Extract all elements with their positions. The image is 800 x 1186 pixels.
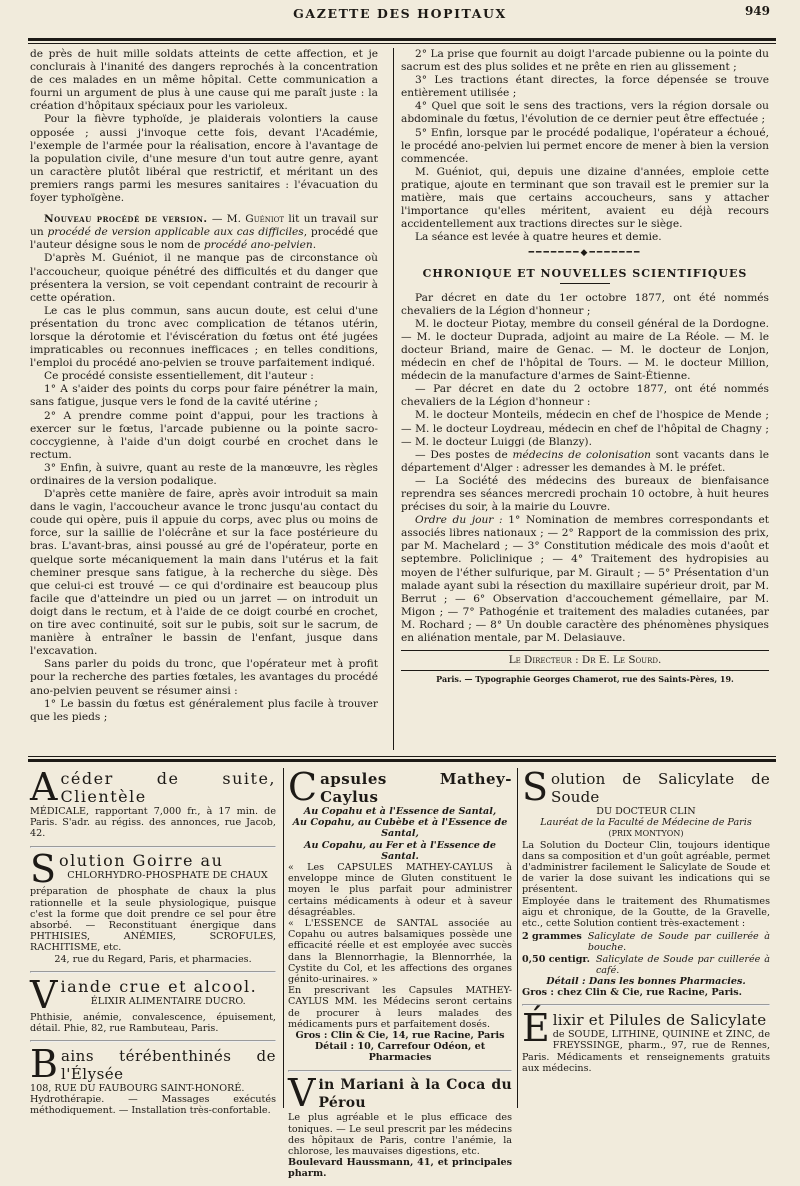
drop-cap: S xyxy=(522,765,549,809)
section-heading: Nouveau procédé de version. xyxy=(44,213,208,226)
left-column xyxy=(30,48,378,724)
paragraph: Ce procédé consiste essentiellement, dit l'auteur : xyxy=(44,370,314,383)
paragraph: M. Guéniot, qui, depuis une dizaine d'années, emploie cette pratique, ajoute en terminant que son travail est le premier sur la matière, mais que certains accoucheurs, sans y attacher l'importance qu'elles méritent, avaient eu déjà recours accidentellement aux tractions directes sur le siège. xyxy=(401,165,769,231)
list-item: 2° A prendre comme point d'appui, pour les tractions à exercer sur le fœtus, l'arcade pubienne ou la pointe sacro-coccygienne, à l'aide d'un doigt courbé en crochet dans le rectum. xyxy=(30,409,378,461)
column-divider xyxy=(393,48,394,750)
drop-cap: B xyxy=(30,1041,58,1086)
ad-clientele xyxy=(30,765,276,840)
paragraph: Le cas le plus commun, sans aucun doute, est celui d'une présentation du tronc avec complication de tétanos utérin, lorsque la dérotomie et l'éviscération du fœtus ont été jugées impraticables ou reconnues inefficaces ; en telles conditions, l'emploi du procédé ano-pelvien se trouve parfaitement indiqué. xyxy=(30,304,378,370)
director-rule xyxy=(401,650,769,651)
ad-body: Le plus agréable et le plus efficace des toniques. — Le seul prescrit par les médecins des hôpitaux de Paris, contre l'anémie, la chlorose, les mauvaises digestions, etc. xyxy=(288,1112,512,1158)
ad-title: olution Goirre au xyxy=(59,851,224,871)
ad-variant: Au Copahu, au Cubèbe et à l'Essence de Santal, xyxy=(292,817,508,840)
ad-divider xyxy=(30,971,276,973)
ad-divider xyxy=(522,1004,770,1006)
list-item: 3° Enfin, à suivre, quant au reste de la manœuvre, les règles ordinaires de la version podalique. xyxy=(30,461,378,487)
director-line: Le Directeur : Dr E. Le Sourd. xyxy=(508,654,662,667)
drop-cap: V xyxy=(30,972,58,1017)
ad-body: Phthisie, anémie, convalescence, épuisement, détail. Phie, 82, rue Rambuteau, Paris. xyxy=(30,1011,276,1034)
chronique-title: CHRONIQUE ET NOUVELLES SCIENTIFIQUES xyxy=(422,266,748,280)
ad-subtitle: 108, RUE DU FAUBOURG SAINT-HONORÉ. xyxy=(30,1082,245,1094)
ads-rule xyxy=(28,759,776,762)
author-name: M. Guéniot xyxy=(226,213,285,226)
title-underline xyxy=(560,283,610,284)
ad-subtitle: CHLORHYDRO-PHOSPHATE DE CHAUX xyxy=(67,870,268,882)
ad-capsules-mathey xyxy=(288,765,512,1064)
ad-salicylate-clin xyxy=(522,765,770,999)
printer-rule xyxy=(401,670,769,671)
paragraph: Sans parler du poids du tronc, que l'opérateur met à profit pour la recherche des parties fœtales, les avantages du procédé ano-pelvien peuvent se résumer ainsi : xyxy=(30,658,378,697)
list-item: 1° A s'aider des points du corps pour faire pénétrer la main, sans fatigue, jusque vers le fond de la cavité utérine ; xyxy=(30,383,378,409)
paragraph: de près de huit mille soldats atteints de cette affection, et je conclurais à l'inanité des dangers reprochés à la concentration de ces malades en un même hôpital. Cette communication a fourni un argument de plus à une cause qui me paraît juste : la création d'hôpitaux spéciaux pour les varioleux. xyxy=(30,48,378,113)
drop-cap: C xyxy=(288,765,318,809)
ad-gros: Gros : chez Clin & Cie, rue Racine, Paris. xyxy=(522,987,743,999)
dose-line: 0,50 centigr. Salicylate de Soude par cuillerée à café. xyxy=(522,953,770,976)
ad-subtitle: ÉLIXIR ALIMENTAIRE DUCRO. xyxy=(90,995,246,1007)
ad-title: ains térébenthinés de l'Élysée xyxy=(60,1046,276,1083)
drop-cap: S xyxy=(30,847,57,892)
ad-body: préparation de phosphate de chaux la plus rationnelle et la seule physiologique, puisque c'est la forme que doit prendre ce sel pour être absorbé. — Reconstituant énergique dans PHTHISIES, ANÉMIES, SCROFULES, RACHITISME, etc. xyxy=(30,886,276,954)
ad-bains-elysee xyxy=(30,1041,276,1117)
ad-body: En prescrivant les Capsules MATHEY-CAYLUS MM. les Médecins seront certains de procurer à leurs malades des médicaments purs et parfaitement dosés. xyxy=(288,985,512,1030)
list-item: 1° Le bassin du fœtus est généralement plus facile à trouver que les pieds ; xyxy=(30,697,378,723)
ad-divider xyxy=(30,1040,276,1042)
ad-variant: Au Copahu et à l'Essence de Santal, xyxy=(303,806,497,817)
ad-body: de SOUDE, LITHINE, QUININE et ZINC, de FREYSSINGE, pharm., 97, rue de Rennes, Paris. Médicaments et renseignements gratuits aux médecins. xyxy=(522,1029,770,1074)
ad-gros: Gros : Clin & Cie, 14, rue Racine, Paris xyxy=(295,1030,505,1042)
ad-viande-crue xyxy=(30,972,276,1034)
ad-detail: Détail : 10, Carrefour Odéon, et Pharmacies xyxy=(314,1041,486,1064)
ad-body: « L'ESSENCE de SANTAL associée au Copahu ou autres balsamiques possède une efficacité réelle et est employée avec succès dans la Blennorrhagie, la Blennorrhée, la Cystite du Col, et les affections des organes génito-urinaires. » xyxy=(288,918,512,986)
ad-title: iande crue et alcool. xyxy=(60,976,258,996)
dose-line: 2 grammes Salicylate de Soude par cuillerée à bouche. xyxy=(522,931,770,954)
ad-title: lixir et Pilules de Salicylate xyxy=(552,1011,767,1030)
ad-prix: (PRIX MONTYON) xyxy=(608,829,684,839)
page-header xyxy=(22,0,778,36)
ad-title: apsules Mathey-Caylus xyxy=(320,770,512,806)
ad-elixir-salicylate xyxy=(522,1006,770,1074)
ad-body: La Solution du Docteur Clin, toujours identique dans sa composition et d'un goût agréable, permet d'administrer facilement le Salicylate de Soude et de varier la dose suivant les indications qui se présentent. xyxy=(522,839,770,896)
drop-cap: V xyxy=(288,1071,316,1116)
ad-divider xyxy=(288,1070,512,1072)
ad-body: « Les CAPSULES MATHEY-CAYLUS à enveloppe mince de Gluten constituent le moyen le plus parfait pour administrer certains médicaments à odeur et à saveur désagréables. xyxy=(288,862,512,918)
list-item: 2° La prise que fournit au doigt l'arcade pubienne ou la pointe du sacrum est des plus solides et ne prête en rien au glissement ; xyxy=(401,48,769,74)
ad-title: in Mariani à la Coca du Pérou xyxy=(318,1077,512,1112)
header-rule-thin xyxy=(28,43,776,44)
ad-title: olution de Salicylate de Soude xyxy=(551,770,770,806)
paragraph: D'après cette manière de faire, après avoir introduit sa main dans le vagin, l'accoucheur avance le tronc jusqu'au contact du coude qui opère, puis il appuie du corps, avec plus ou moins de force, sur la saillie de l'olécrâne et sur la face postérieure du bras. L'avant-bras, ainsi poussé au gré de l'opérateur, porte en quelque sorte mécaniquement la main dans l'utérus et la fait cheminer presque sans fatigue, à la recherche du siège. Dès que celui-ci est trouvé — ce qui d'ordinaire est beaucoup plus facile que d'atteindre un pied ou un jarret — on introduit un doigt dans le rectum, et à l'aide de ce doigt courbé en crochet, on tire avec continuité, soit sur le pubis, soit sur le sacrum, de manière à entraîner le bassin de l'enfant, jusque dans l'excavation. xyxy=(30,488,378,658)
ads-column-1 xyxy=(30,765,276,1122)
ad-variant: Au Copahu, au Fer et à l'Essence de Santal. xyxy=(304,839,496,862)
paragraph: D'après M. Guéniot, il ne manque pas de circonstance où l'accoucheur, quoique pénétré des difficultés et du danger que présentera la version, se voit cependant contraint de recourir à cette opération. xyxy=(30,252,378,304)
right-column xyxy=(401,48,769,686)
ad-detail: Détail : Dans les bonnes Pharmacies. xyxy=(546,976,746,988)
paragraph: Pour la fièvre typhoïde, je plaiderais volontiers la cause opposée ; aussi j'invoque cette fois, devant l'Académie, l'exemple de l'armée pour la réalisation, encore à l'avantage de la population civile, d'une mesure d'un tout autre genre, ayant un caractère plutôt libéral que restrictif, et méritant un des premiers rangs parmi les mesures sanitaires : l'évacuation du foyer typhoïgène. xyxy=(30,113,378,205)
ad-laureat: Lauréat de la Faculté de Médecine de Paris xyxy=(540,817,752,829)
ad-body: Hydrothérapie. — Massages exécutés méthodiquement. — Installation très-confortable. xyxy=(30,1094,276,1117)
ad-body: Employée dans le traitement des Rhumatismes aigu et chronique, de la Goutte, de la Gravelle, etc., cette Solution contient très-exactement : xyxy=(522,895,770,930)
drop-cap: É xyxy=(522,1006,550,1051)
list-item: 3° Les tractions étant directes, la force dépensée se trouve entièrement utilisée ; xyxy=(401,74,769,100)
paragraph: M. le docteur Monteils, médecin en chef de l'hospice de Mende ; — M. le docteur Loydreau, médecin en chef de l'hôpital de Chagny ; — M. le docteur Luiggi (de Blanzy). xyxy=(401,409,769,448)
paragraph: Par décret en date du 1er octobre 1877, ont été nommés chevaliers de la Légion d'honneur ; xyxy=(401,291,769,317)
ads-rule-top xyxy=(28,756,776,757)
paragraph: Ordre du jour : 1° Nomination de membres correspondants et associés libres nationaux ; — 2° Rapport de la commission des prix, par M. Machelard ; — 3° Constitution médicale des mois d'août et septembre. Policlinique ; — 4° Traitement des hydropisies au moyen de l'éther sulfurique, par M. Girault ; — 5° Présentation d'un malade ayant subi la résection du maxillaire supérieur droit, par M. Berrut ; — 6° Observation d'accouchement gémellaire, par M. Migon ; — 7° Pathogénie et traitement des maladies cutanées, par M. Rochard ; — 8° Un double caractère des phénomènes physiques en aliénation mentale, par M. Delasiauve. xyxy=(401,514,769,645)
paragraph: — Des postes de médecins de colonisation sont vacants dans le département d'Alger : adresser les demandes à M. le préfet. xyxy=(401,448,770,474)
ad-divider xyxy=(30,846,276,848)
paragraph: M. le docteur Piotay, membre du conseil général de la Dordogne. — M. le docteur Duprada, adjoint au maire de La Réole. — M. le docteur Briand, maire de Genac. — M. le docteur de Lonjon, médecin en chef de l'hôpital de Tours. — M. le docteur Million, médecin de la manufacture d'armes de Saint-Étienne. xyxy=(401,317,769,383)
list-item: 5° Enfin, lorsque par le procédé podalique, l'opérateur a échoué, le procédé ano-pelvien lui permet encore de mener à bien la version commencée. xyxy=(401,126,769,165)
ad-body: MÉDICALE, rapportant 7,000 fr., à 17 min. de Paris. S'adr. au régiss. des annonces, rue Jacob, 42. xyxy=(30,806,276,840)
ads-column-2 xyxy=(288,765,512,1186)
ad-solution-goirre xyxy=(30,847,276,965)
ad-title: céder de suite, Clientèle xyxy=(60,769,276,806)
paragraph: — Par décret en date du 2 octobre 1877, ont été nommés chevaliers de la Légion d'honneur : xyxy=(401,383,769,409)
ad-subtitle: DU DOCTEUR CLIN xyxy=(596,806,696,817)
ad-address: 24, rue du Regard, Paris, et pharmacies. xyxy=(54,953,252,965)
page-number: 949 xyxy=(744,4,770,18)
ad-vin-mariani xyxy=(288,1071,512,1180)
printer-line: Paris. — Typographie Georges Chamerot, rue des Saints-Pères, 19. xyxy=(436,674,734,685)
section-paragraph: Nouveau procédé de version. — M. Guéniot lit un travail sur un procédé de version applicable aux cas difficiles, procédé que l'auteur désigne sous le nom de procédé ano-pelvien. xyxy=(30,213,379,252)
paragraph: La séance est levée à quatre heures et demie. xyxy=(415,231,662,244)
drop-cap: A xyxy=(30,765,58,809)
ads-divider-1 xyxy=(283,768,284,1108)
list-item: 4° Quel que soit le sens des tractions, vers la région dorsale ou abdominale du fœtus, l'évolution de ce dernier peut être effectuée ; xyxy=(401,100,769,126)
ads-divider-2 xyxy=(517,768,518,1108)
ads-column-3 xyxy=(522,765,770,1080)
ad-address: Boulevard Haussmann, 41, et principales pharm. xyxy=(288,1157,512,1180)
section-separator: ━━━━━━━◆━━━━━━━ xyxy=(528,248,642,259)
paragraph: — La Société des médecins des bureaux de bienfaisance reprendra ses séances mercredi prochain 10 octobre, à huit heures précises du soir, à la mairie du Louvre. xyxy=(401,474,769,514)
header-rule xyxy=(28,38,776,41)
journal-title: GAZETTE DES HOPITAUX xyxy=(293,6,507,21)
